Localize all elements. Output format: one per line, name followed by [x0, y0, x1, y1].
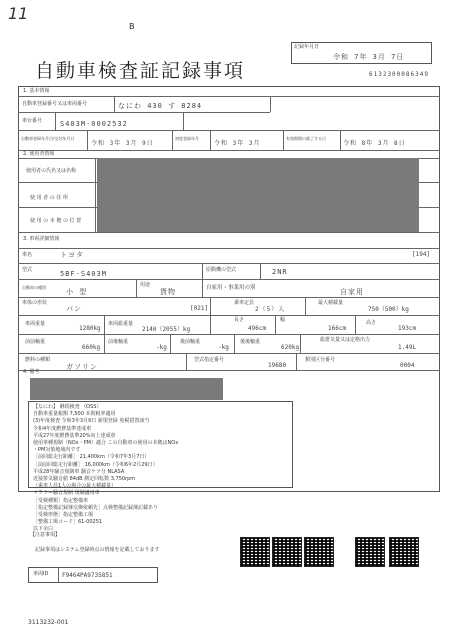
remarks-line: ［前前回総走行距離］ 16,000km（令和6年2月29日）: [33, 461, 158, 468]
type-number-label: 型式指定番号: [194, 357, 225, 363]
displacement-label: 総排気量又は定格出力: [320, 337, 371, 343]
remarks-line: ［受検種類］指定整備車: [33, 497, 89, 504]
displacement-value: 1.49L: [398, 344, 417, 351]
notice-title: 【注意事項】: [30, 532, 61, 538]
redaction-remarks: [30, 378, 223, 400]
rr-axle-value: 620kg: [281, 344, 300, 351]
capacity-value: 2（5）人: [255, 306, 286, 313]
ff-axle-value: 660kg: [82, 344, 101, 351]
divider: [202, 263, 203, 279]
remarks-line: ［整備工場コード］61-00251: [33, 519, 103, 526]
rr-axle-label: 後後軸重: [240, 339, 261, 345]
body-value: バン: [66, 305, 82, 313]
fuel-value: ガソリン: [66, 363, 98, 371]
divider: [170, 334, 171, 353]
divider: [18, 232, 440, 233]
user-address-label: 使 用 者 の 住 所: [30, 195, 68, 201]
divider: [18, 315, 440, 316]
remarks-line: ・PM対策地域内です: [33, 447, 81, 454]
document-serial: 6132300086349: [369, 71, 429, 78]
divider: [18, 334, 440, 335]
divider: [18, 96, 440, 97]
divider: [18, 263, 440, 264]
divider: [296, 353, 297, 370]
divider: [104, 315, 105, 334]
remarks-line: 【なにわ】 継続検査 （OSS）: [33, 404, 102, 410]
redaction-user: [97, 158, 419, 232]
reg-number-value: なにわ 430 す 8284: [118, 102, 203, 110]
remarks-line: ［前回総走行距離］ 21,400km（令和7年3月7日）: [33, 454, 150, 461]
divider: [355, 315, 356, 334]
expiry-value: 令和 8年 3月 8日: [343, 140, 406, 147]
section-user-title: 2. 使用者情報: [23, 151, 55, 157]
width-value: 166cm: [328, 325, 347, 332]
max-load-label: 最大積載量: [318, 300, 344, 306]
divider: [58, 567, 59, 583]
divider: [260, 263, 261, 279]
divider: [275, 315, 276, 334]
remarks-line: 以下余白: [33, 526, 54, 533]
remarks-line: （乗車人員1人の場合の最大積載量）: [33, 483, 117, 490]
maker-code: [194]: [412, 251, 431, 258]
remarks-line: ［指定整備記録簿交換依頼先］点検整備記録簿記載あり: [33, 504, 159, 511]
length-value: 496cm: [248, 325, 267, 332]
type-number-value: 19680: [268, 362, 287, 369]
divider: [283, 130, 284, 150]
purpose-label: 自家用・事業用の別: [206, 285, 256, 291]
divider: [186, 353, 187, 370]
first-registration-value: 令和 3年 3月 9日: [91, 140, 154, 147]
fuel-label: 燃料の種類: [25, 357, 51, 363]
weight-label: 車両重量: [25, 321, 46, 327]
width-label: 幅: [280, 317, 286, 323]
purpose-value: 自家用: [340, 288, 364, 296]
rf-axle-label: 後前軸重: [180, 339, 201, 345]
divider: [18, 370, 440, 371]
fr-axle-label: 前後軸重: [108, 339, 129, 345]
length-label: 長さ: [234, 317, 245, 323]
kind-label: 自動車の種別: [22, 285, 46, 290]
divider: [18, 150, 440, 151]
divider: [340, 130, 341, 150]
engine-label: 原動機の型式: [206, 267, 237, 273]
remarks-line: 近接排気騒音値 84dB 測定回転数 3,750rpm: [33, 476, 136, 483]
section-vehicle-title: 3. 車両詳細情報: [23, 236, 60, 242]
notice-text: 記録事項はシステム登録時点の情報を記載しております: [35, 547, 160, 553]
qr-code: [355, 537, 385, 567]
user-name-label: 使用者の氏名又は名称: [26, 168, 77, 174]
chassis-number-value: S403M-0002532: [60, 120, 128, 128]
divider: [114, 96, 115, 112]
base-location-label: 使 用 の 本 拠 の 位 置: [30, 218, 82, 224]
remarks-line: 平成27年度燃費基準20%向上達成車: [33, 432, 116, 439]
section-remarks-title: 4. 備考: [23, 369, 40, 375]
divider: [210, 130, 211, 150]
remarks-line: ［受検形態］指定整備工場: [33, 512, 94, 519]
divider: [95, 158, 96, 232]
divider: [234, 334, 235, 353]
vehicle-id-value: F9464PA9735851: [62, 572, 113, 579]
rf-axle-value: -kg: [218, 344, 229, 351]
engine-value: 2NR: [272, 268, 288, 276]
divider: [136, 279, 137, 297]
weight-value: 1280kg: [79, 325, 101, 332]
divider: [18, 297, 440, 298]
fr-axle-value: -kg: [156, 344, 167, 351]
divider: [55, 112, 56, 130]
divider: [104, 334, 105, 353]
divider: [18, 130, 440, 131]
first-year-label: 初度登録年月: [175, 136, 199, 141]
ff-axle-label: 前前軸重: [25, 339, 46, 345]
divider: [202, 279, 203, 297]
body-code: [021]: [190, 305, 209, 312]
record-date-label: 記録年月日: [294, 44, 320, 50]
divider: [87, 130, 88, 150]
height-value: 193cm: [398, 325, 417, 332]
use-value: 貨物: [160, 288, 176, 296]
first-year-value: 令和 3年 3月: [214, 140, 261, 147]
divider: [210, 315, 211, 334]
section-basic-title: 1. 基本情報: [23, 88, 50, 94]
qr-code: [304, 537, 334, 567]
remarks-line: 令和4年度燃費基準達成車: [33, 425, 92, 432]
record-date-value: 令和 7年 3月 7日: [333, 53, 405, 61]
divider: [18, 279, 440, 280]
maker-value: トヨタ: [60, 251, 84, 259]
kind-value: 小 型: [66, 288, 88, 296]
model-value: 5BF-S403M: [60, 270, 107, 278]
divider: [270, 96, 271, 112]
expiry-label: 有効期間の満了する日: [286, 136, 326, 141]
document-letter: B: [129, 22, 135, 31]
remarks-line: マフラー騒音規制 規制適用車: [33, 490, 100, 497]
divider: [183, 112, 184, 130]
reg-number-label: 自動車登録番号又は車両番号: [22, 101, 88, 107]
qr-code: [272, 537, 302, 567]
handwritten-mark: 11: [8, 4, 29, 23]
divider: [305, 297, 306, 315]
body-label: 車体の形状: [22, 300, 48, 306]
height-label: 高さ: [366, 320, 377, 326]
document-title: 自動車検査証記録事項: [35, 60, 246, 82]
remarks-line: 使用車種規制（NOx・PM）適合 この自動車の使用の本拠はNOx: [33, 440, 179, 447]
qr-code: [240, 537, 270, 567]
divider: [172, 130, 173, 150]
remarks-list: [33, 404, 291, 534]
divider: [210, 297, 211, 315]
remarks-line: 平成28年騒音規制車 騒音ケツ分 NLASA: [33, 468, 125, 475]
remarks-line: 自動車重量税額 7,500 本則税率適用: [33, 411, 116, 418]
vehicle-id-label: 車両ID: [33, 571, 49, 577]
capacity-label: 乗車定員: [234, 300, 255, 306]
model-label: 型式: [22, 267, 33, 273]
divider: [300, 334, 301, 353]
divider: [18, 248, 440, 249]
gross-weight-value: 2140（2055）kg: [142, 326, 191, 333]
use-label: 用途: [140, 282, 151, 288]
qr-code: [389, 537, 419, 567]
maker-label: 車名: [22, 252, 33, 258]
chassis-number-label: 車台番号: [22, 118, 43, 124]
category-number-value: 0004: [400, 362, 415, 369]
gross-weight-label: 車両総重量: [108, 321, 134, 327]
category-number-label: 類別区分番号: [305, 357, 336, 363]
first-registration-label: 自動車登録年月日/交付年月日: [21, 136, 75, 141]
remarks-line: (3)年度検査 令和3年3月9日 新規登録 免税措置該当: [33, 418, 150, 425]
max-load-value: 750（500）kg: [368, 306, 409, 313]
divider: [18, 353, 440, 354]
bottom-code: 3113232-001: [28, 619, 69, 626]
